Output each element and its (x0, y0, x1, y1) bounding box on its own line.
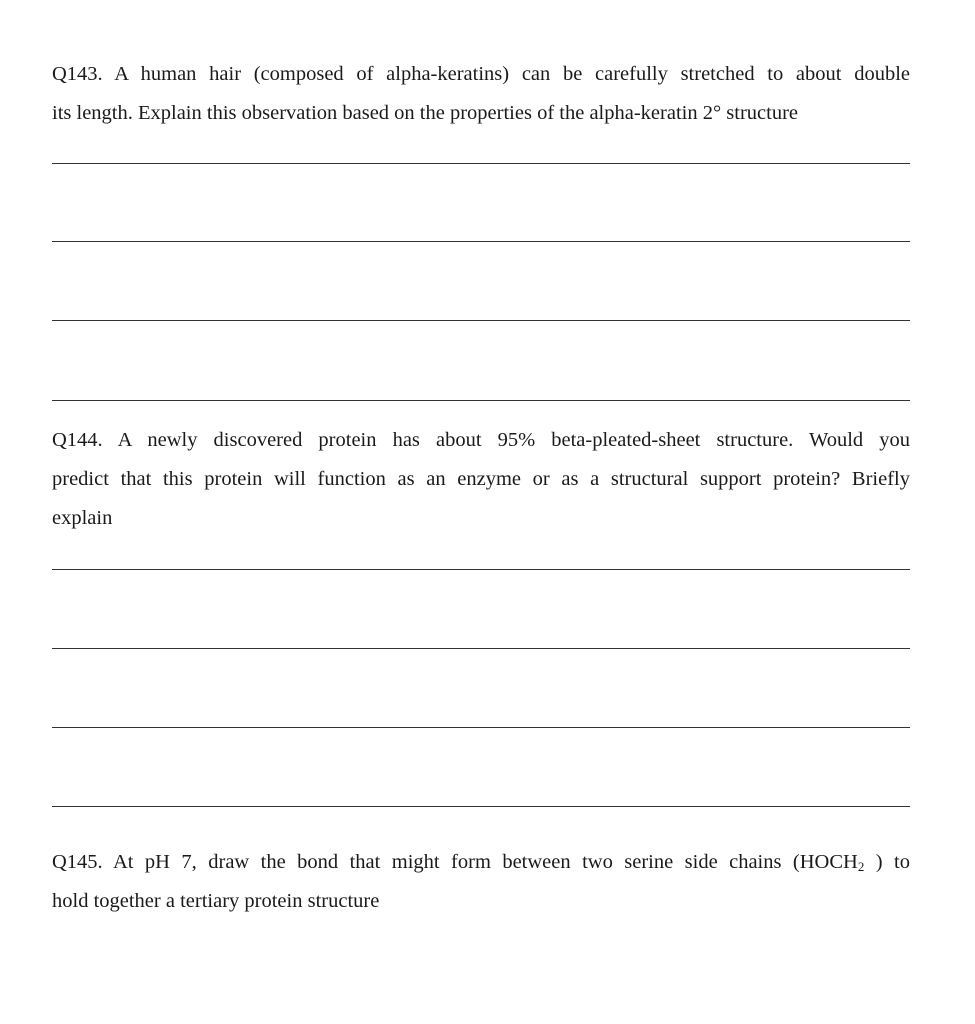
answer-line-q144-2[interactable] (52, 648, 910, 649)
question-q145-line-2: hold together a tertiary protein structure (52, 890, 380, 912)
answer-line-q143-2[interactable] (52, 241, 910, 242)
answer-line-q143-3[interactable] (52, 320, 910, 321)
question-q144-line-1: Q144. A newly discovered protein has about 95% beta-pleated-sheet structure. Would you (52, 429, 910, 451)
question-q145-line-1 (52, 843, 910, 882)
question-q145 (52, 843, 910, 921)
question-q144 (52, 421, 910, 538)
subscript-2: 2 (857, 859, 865, 874)
answer-line-q144-4[interactable] (52, 806, 910, 807)
question-q145-line-1-text: Q145. At pH 7, draw the bond that might form between two serine side chains (HOCH (52, 851, 858, 873)
question-q144-line-2: predict that this protein will function as an enzyme or as a structural support protein? Briefly (52, 468, 910, 490)
question-q143 (52, 55, 910, 133)
question-q144-line-3: explain (52, 507, 113, 529)
answer-line-q143-1[interactable] (52, 163, 910, 164)
question-q143-line-2: its length. Explain this observation based on the properties of the alpha-keratin 2° structure (52, 102, 798, 124)
answer-line-q144-3[interactable] (52, 727, 910, 728)
answer-line-q144-1[interactable] (52, 569, 910, 570)
question-q145-line-1-end: ) to (864, 851, 910, 873)
answer-line-q143-4[interactable] (52, 400, 910, 401)
question-q143-line-1: Q143. A human hair (composed of alpha-keratins) can be carefully stretched to about double (52, 63, 910, 85)
